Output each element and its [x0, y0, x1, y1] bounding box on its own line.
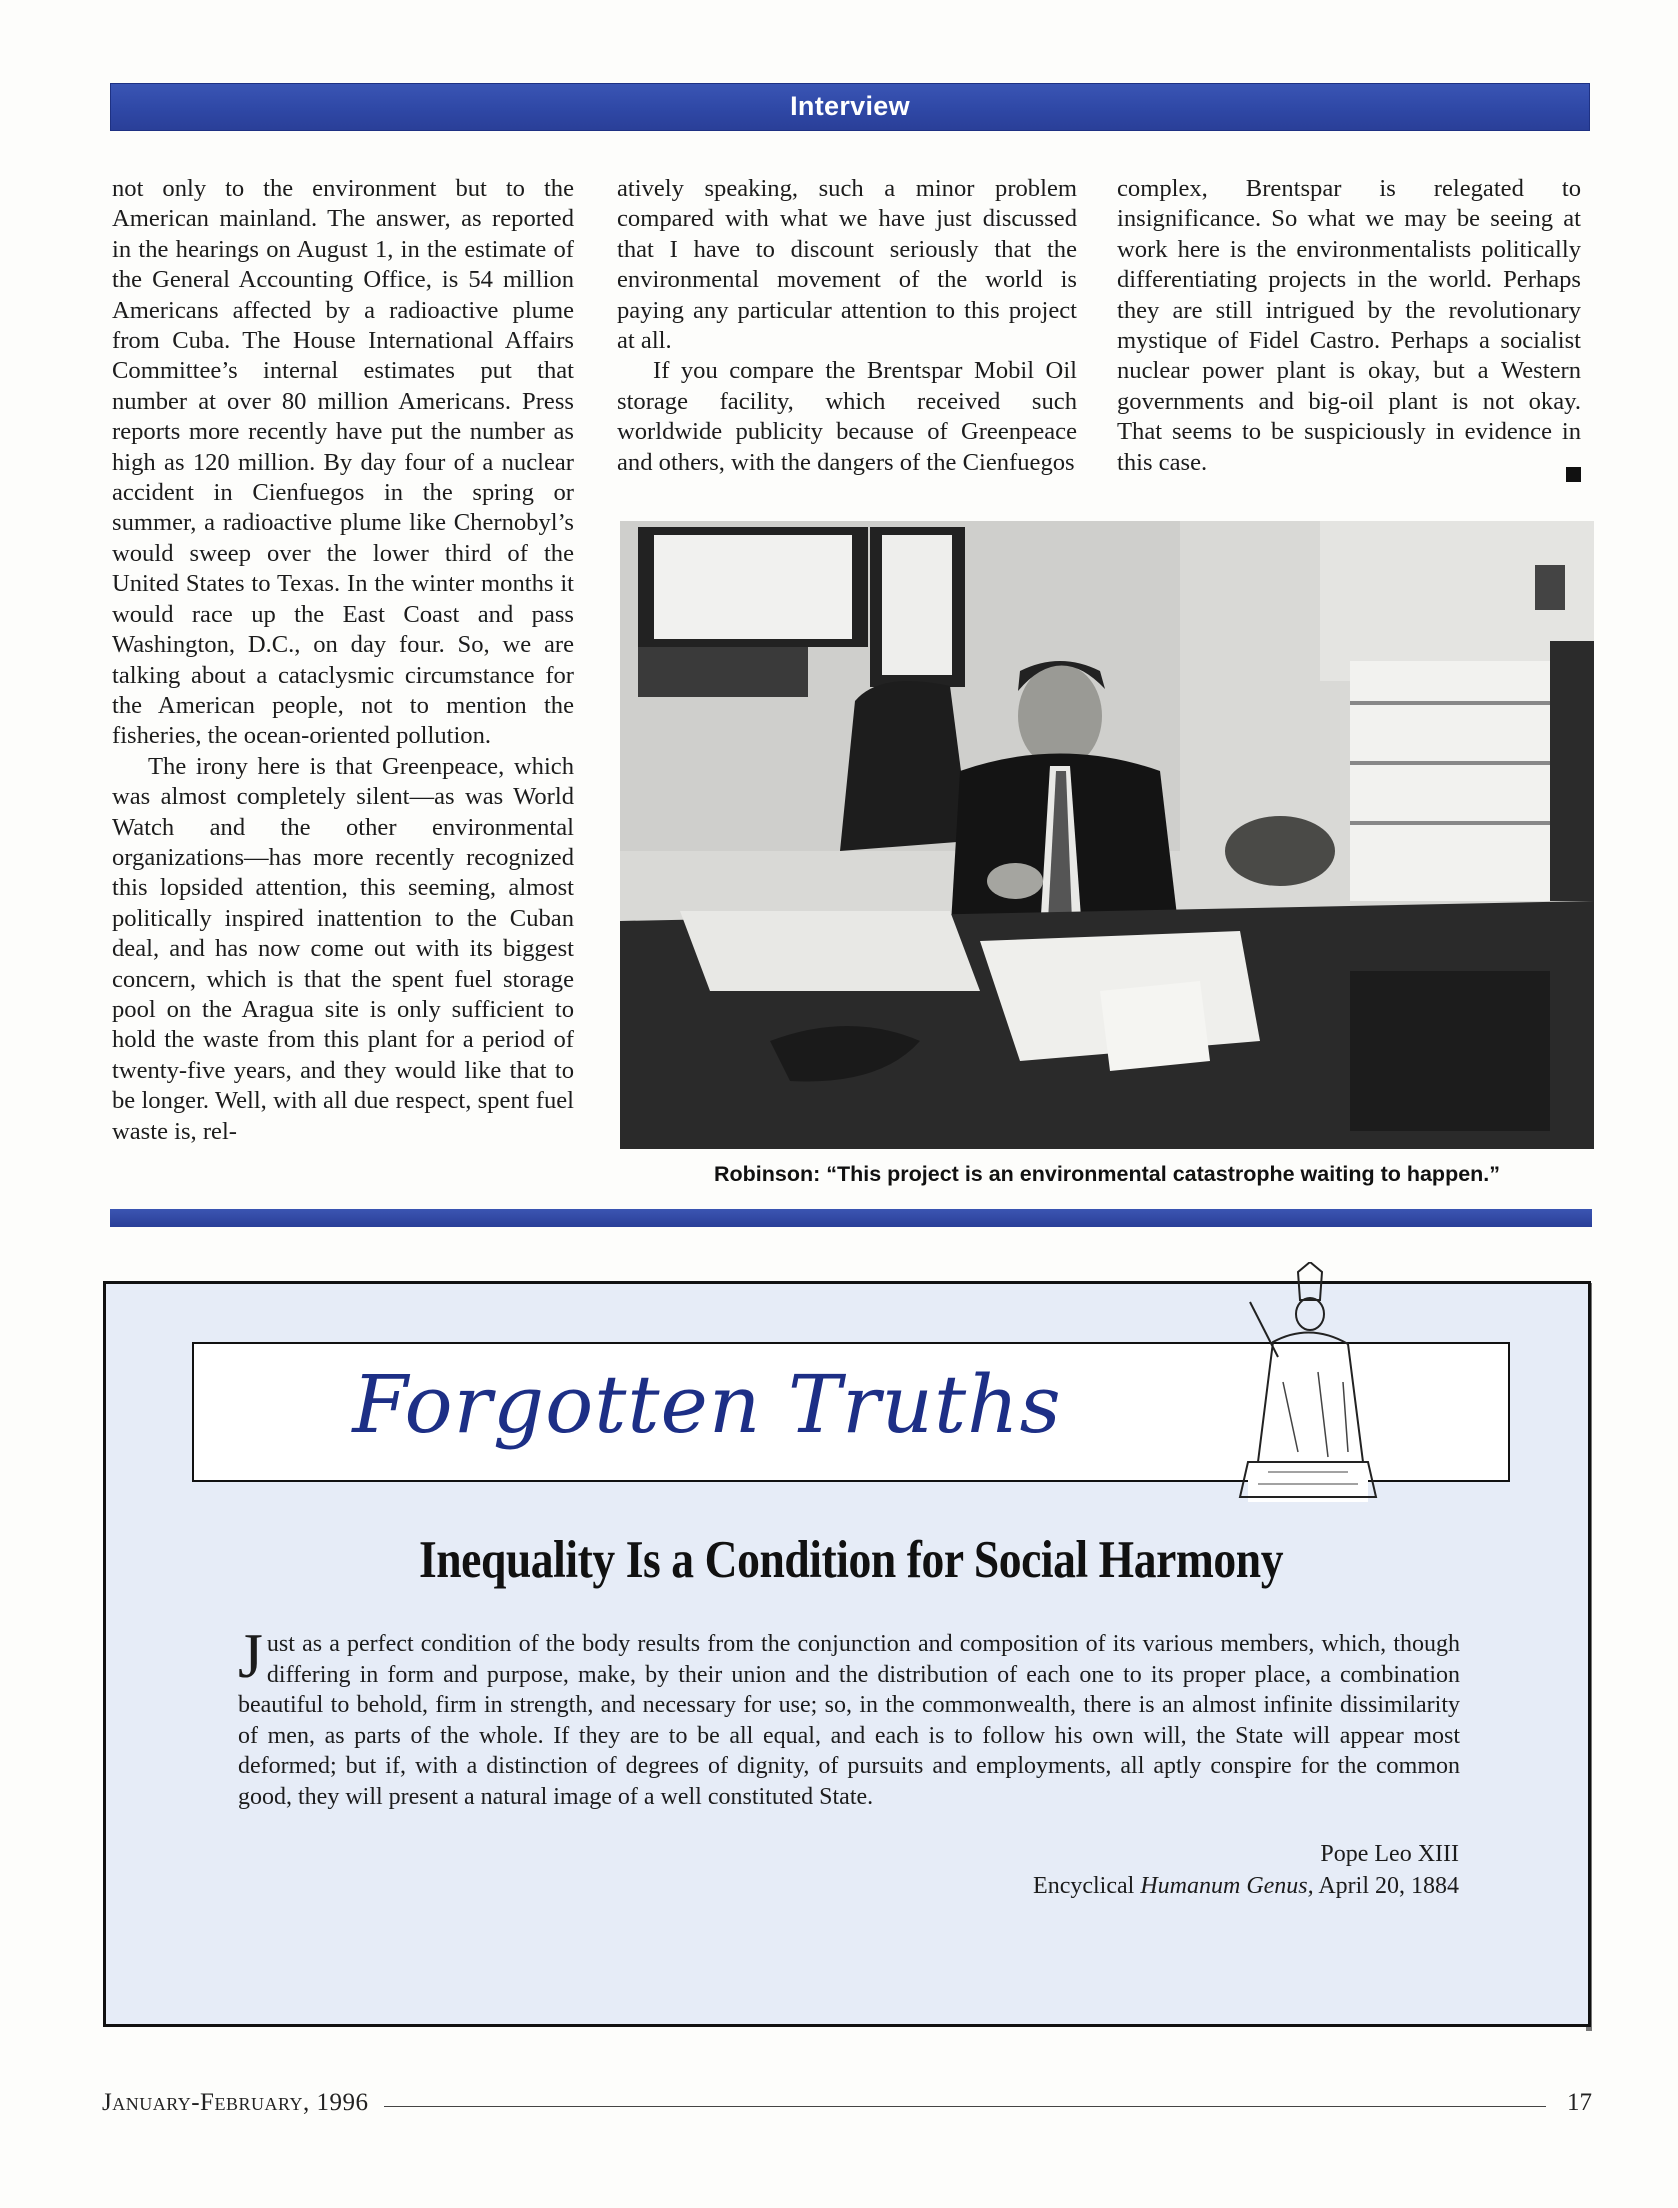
footer-issue-date: January-February, 1996: [102, 2089, 369, 2116]
source-title: Humanum Genus,: [1140, 1873, 1314, 1899]
article-paragraph: The irony here is that Greenpeace, which was almost completely silent—as was World Watch and the other environmental organizations—has more recently recognized this lopsided attention, this seeming, almost politically inspired inattention to the Cuban deal, and has now come out with its biggest concern, which is that the spent fuel storage pool on the Aragua site is only sufficient to hold the waste from this plant for a period of twenty-five years, and they would like that to be longer. Well, with all due respect, spent fuel waste is, rel-: [112, 752, 574, 1145]
article-paragraph: complex, Brentspar is relegated to insignificance. So what we may be seeing at work here is the environmentalists politically differentiating projects in the world. Perhaps they are still intrigued by the revolutionary mystique of Fidel Castro. Perhaps a socialist nuclear power plant is okay, but a Western governments and big-oil plant is not okay. That seems to be suspiciously in evidence in this case.: [1117, 175, 1581, 476]
drop-cap: J: [238, 1620, 263, 1691]
quote-heading: Inequality Is a Condition for Social Harmony: [418, 1531, 1284, 1589]
section-header-band: [110, 83, 1590, 131]
interview-photo: [620, 521, 1594, 1149]
quote-body: [238, 1620, 1460, 1812]
section-divider-band: [110, 1209, 1592, 1227]
page-number: 17: [1567, 2089, 1592, 2116]
quote-text: ust as a perfect condition of the body results from the conjunction and composition of its various members, which, though differing in form and purpose, make, by their union and the distribution of each one to its proper place, a combination beautiful to behold, firm in strength, and necessary for use; so, in the commonwealth, there is an almost infinite dissimilarity of men, as parts of the whole. If they are to be all equal, and each is to follow his own will, the State will appear most deformed; but if, with a distinction of degrees of dignity, of pursuits and employments, all aptly conspire for the common good, they will present a natural image of a well constituted State.: [238, 1631, 1460, 1810]
section-label: Interview: [790, 91, 910, 121]
photo-caption: Robinson: “This project is an environmental catastrophe waiting to happen.”: [713, 1162, 1501, 1186]
source-prefix: Encyclical: [1033, 1873, 1141, 1899]
quote-author: Pope Leo XIII: [1320, 1841, 1459, 1867]
pope-statue-illustration: [1228, 1262, 1388, 1502]
article-column-2: [617, 174, 1077, 478]
source-date: April 20, 1884: [1313, 1873, 1459, 1899]
forgotten-truths-title: Forgotten Truths: [352, 1358, 1062, 1451]
article-paragraph: not only to the environment but to the American mainland. The answer, as reported in the hearings on August 1, in the estimate of the General Accounting Office, is 54 million Americans affected by a radioactive plume from Cuba. The House International Affairs Committee’s internal estimates put that number at over 80 million Americans. Press reports more recently have put the number as high as 120 million. By day four of a nuclear accident in Cienfuegos in the spring or summer, a radioactive plume like Chernobyl’s would sweep over the lower third of the United States to Texas. In the winter months it would race up the East Coast and pass Washington, D.C., on day four. So, we are talking about a cataclysmic circumstance for the American people, not to mention the fisheries, the ocean-oriented pollution.: [112, 175, 574, 750]
footer-rule: [384, 2106, 1546, 2107]
end-of-article-mark: [1566, 467, 1581, 482]
article-column-3: [1117, 174, 1581, 478]
office-scene-illustration: [620, 521, 1594, 1149]
quote-attribution: [1033, 1838, 1459, 1902]
quote-source: [1033, 1870, 1459, 1902]
article-paragraph: If you compare the Brentspar Mobil Oil storage facility, which received such worldwide publicity because of Greenpeace and others, with the dangers of the Cienfuegos: [617, 357, 1077, 476]
article-column-1: [112, 174, 574, 1147]
article-paragraph: atively speaking, such a minor problem compared with what we have just discussed that I have to discount seriously that the environmental movement of the world is paying any particular attention to this project at all.: [617, 175, 1077, 355]
